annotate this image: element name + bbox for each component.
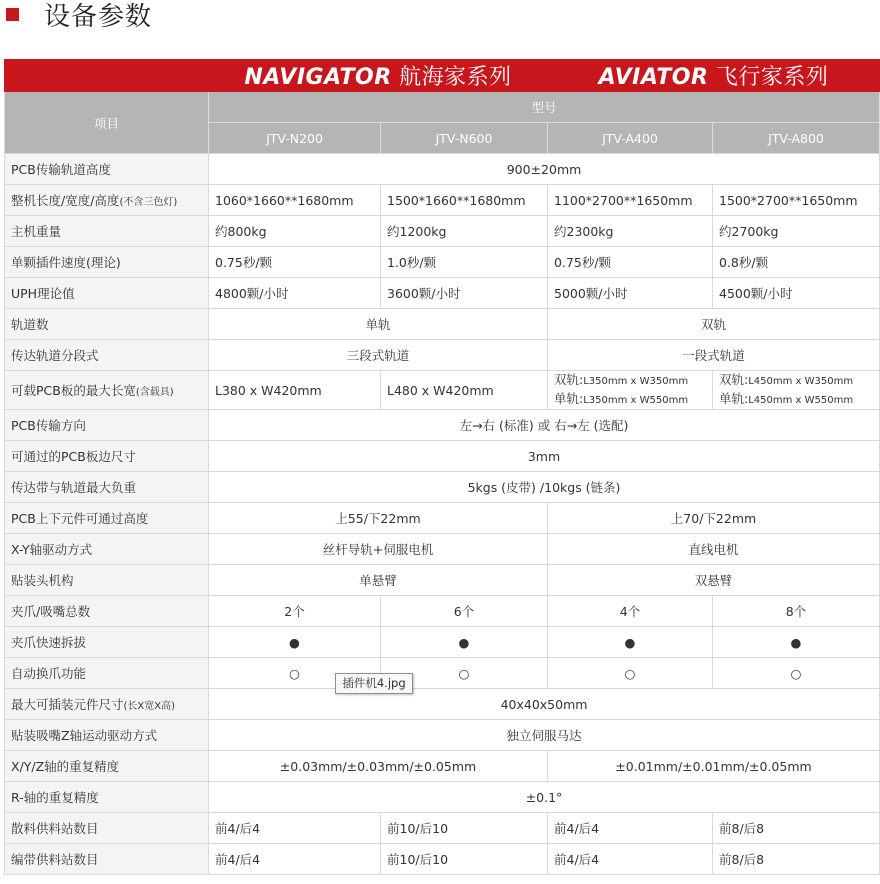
spec-value: 1500*2700**1650mm: [713, 185, 880, 216]
row-label: 贴装吸嘴Z轴运动驱动方式: [5, 720, 209, 751]
row-label: R-轴的重复精度: [5, 782, 209, 813]
table-row: [5, 340, 880, 371]
row-label: PCB传输方向: [5, 410, 209, 441]
spec-value: 前10/后10: [381, 813, 548, 844]
row-label: 夹爪/吸嘴总数: [5, 596, 209, 627]
row-label: 贴装头机构: [5, 565, 209, 596]
spec-value: 1500*1660**1680mm: [381, 185, 548, 216]
spec-value: 直线电机: [548, 534, 880, 565]
table-row: [5, 844, 880, 875]
table-row: [5, 441, 880, 472]
page-title: 设备参数: [44, 2, 153, 32]
hollow-circle-icon: ○: [713, 658, 880, 689]
row-label: 自动换爪功能: [5, 658, 209, 689]
table-row: [5, 627, 880, 658]
spec-value: 一段式轨道: [548, 340, 880, 371]
title-marker: [6, 8, 19, 21]
spec-value: 双轨:L450mm x W350mm 单轨:L450mm x W550mm: [713, 371, 880, 410]
spec-value: 3600颗/小时: [381, 278, 548, 309]
spec-value: 双轨: [548, 309, 880, 340]
row-label: 单颗插件速度(理论): [5, 247, 209, 278]
spec-value: 1.0秒/颗: [381, 247, 548, 278]
row-label: PCB上下元件可通过高度: [5, 503, 209, 534]
spec-value: 三段式轨道: [209, 340, 548, 371]
row-label: 主机重量: [5, 216, 209, 247]
spec-value: 约800kg: [209, 216, 381, 247]
table-row: [5, 565, 880, 596]
spec-value: 2个: [209, 596, 381, 627]
item-header: 项目: [5, 92, 209, 154]
row-label: 最大可插装元件尺寸(长X宽X高): [5, 689, 209, 720]
model-group-header: 型号: [209, 92, 880, 123]
spec-value: 0.8秒/颗: [713, 247, 880, 278]
spec-value: 900±20mm: [209, 154, 880, 185]
spec-value: 前8/后8: [713, 844, 880, 875]
table-row: [5, 247, 880, 278]
hollow-circle-icon: ○: [548, 658, 713, 689]
page-header: [0, 0, 880, 40]
spec-value: ±0.01mm/±0.01mm/±0.05mm: [548, 751, 880, 782]
filled-dot-icon: ●: [548, 627, 713, 658]
model-jtv-a400: JTV-A400: [548, 123, 713, 154]
navigator-series-heading: NAVIGATOR 航海家系列: [209, 60, 548, 92]
row-label: 编带供料站数目: [5, 844, 209, 875]
row-label: 可通过的PCB板边尺寸: [5, 441, 209, 472]
row-label: 散料供料站数目: [5, 813, 209, 844]
row-label: X/Y/Z轴的重复精度: [5, 751, 209, 782]
table-row: [5, 689, 880, 720]
spec-value: 0.75秒/颗: [548, 247, 713, 278]
spec-value: 4个: [548, 596, 713, 627]
spec-table: [4, 59, 880, 875]
row-label: 传达轨道分段式: [5, 340, 209, 371]
row-label: 整机长度/宽度/高度(不含三色灯): [5, 185, 209, 216]
brand-spacer: [5, 60, 209, 92]
spec-value: 独立伺服马达: [209, 720, 880, 751]
spec-value: 双轨:L350mm x W350mm 单轨:L350mm x W550mm: [548, 371, 713, 410]
row-label: X-Y轴驱动方式: [5, 534, 209, 565]
image-filename-tooltip: 插件机4.jpg: [335, 673, 413, 694]
spec-value: 前4/后4: [548, 813, 713, 844]
spec-value: 5000颗/小时: [548, 278, 713, 309]
row-label: UPH理论值: [5, 278, 209, 309]
table-row: [5, 751, 880, 782]
table-row: [5, 278, 880, 309]
row-label: 轨道数: [5, 309, 209, 340]
model-jtv-n600: JTV-N600: [381, 123, 548, 154]
spec-value: 单悬臂: [209, 565, 548, 596]
filled-dot-icon: ●: [381, 627, 548, 658]
table-row: [5, 410, 880, 441]
row-label: 夹爪快速拆拔: [5, 627, 209, 658]
spec-value: 3mm: [209, 441, 880, 472]
spec-value: L480 x W420mm: [381, 371, 548, 410]
table-row: [5, 813, 880, 844]
table-row: [5, 154, 880, 185]
filled-dot-icon: ●: [713, 627, 880, 658]
spec-value: 左→右 (标准) 或 右→左 (选配): [209, 410, 880, 441]
spec-value: 8个: [713, 596, 880, 627]
table-row: [5, 216, 880, 247]
aviator-series-heading: AVIATOR 飞行家系列: [548, 60, 880, 92]
spec-value: 前4/后4: [209, 813, 381, 844]
spec-value: 4500颗/小时: [713, 278, 880, 309]
spec-value: 1100*2700**1650mm: [548, 185, 713, 216]
spec-value: ±0.1°: [209, 782, 880, 813]
spec-value: 40x40x50mm: [209, 689, 880, 720]
spec-value: 前4/后4: [548, 844, 713, 875]
table-row: [5, 185, 880, 216]
table-row: [5, 782, 880, 813]
filled-dot-icon: ●: [209, 627, 381, 658]
spec-value: 丝杆导轨+伺服电机: [209, 534, 548, 565]
table-row: [5, 309, 880, 340]
spec-value: 上70/下22mm: [548, 503, 880, 534]
spec-value: 双悬臂: [548, 565, 880, 596]
spec-value: 上55/下22mm: [209, 503, 548, 534]
spec-value: 单轨: [209, 309, 548, 340]
table-row: [5, 720, 880, 751]
table-row: [5, 472, 880, 503]
spec-value: 前8/后8: [713, 813, 880, 844]
model-jtv-n200: JTV-N200: [209, 123, 381, 154]
model-jtv-a800: JTV-A800: [713, 123, 880, 154]
brand-row: [5, 60, 880, 92]
spec-value: 约1200kg: [381, 216, 548, 247]
table-row: [5, 371, 880, 410]
table-row: [5, 658, 880, 689]
spec-value: 约2700kg: [713, 216, 880, 247]
model-group-row: [5, 92, 880, 123]
spec-value: 约2300kg: [548, 216, 713, 247]
spec-value: 5kgs (皮带) /10kgs (链条): [209, 472, 880, 503]
spec-value: 4800颗/小时: [209, 278, 381, 309]
spec-value: 1060*1660**1680mm: [209, 185, 381, 216]
row-label: 传达带与轨道最大负重: [5, 472, 209, 503]
hollow-circle-icon: ○: [381, 658, 548, 689]
row-label: 可载PCB板的最大长宽(含载具): [5, 371, 209, 410]
spec-value: 前4/后4: [209, 844, 381, 875]
table-row: [5, 596, 880, 627]
row-label: PCB传输轨道高度: [5, 154, 209, 185]
hollow-circle-icon: ○: [209, 658, 381, 689]
table-row: [5, 534, 880, 565]
spec-value: L380 x W420mm: [209, 371, 381, 410]
spec-value: 0.75秒/颗: [209, 247, 381, 278]
spec-value: 6个: [381, 596, 548, 627]
spec-value: 前10/后10: [381, 844, 548, 875]
spec-value: ±0.03mm/±0.03mm/±0.05mm: [209, 751, 548, 782]
table-row: [5, 503, 880, 534]
